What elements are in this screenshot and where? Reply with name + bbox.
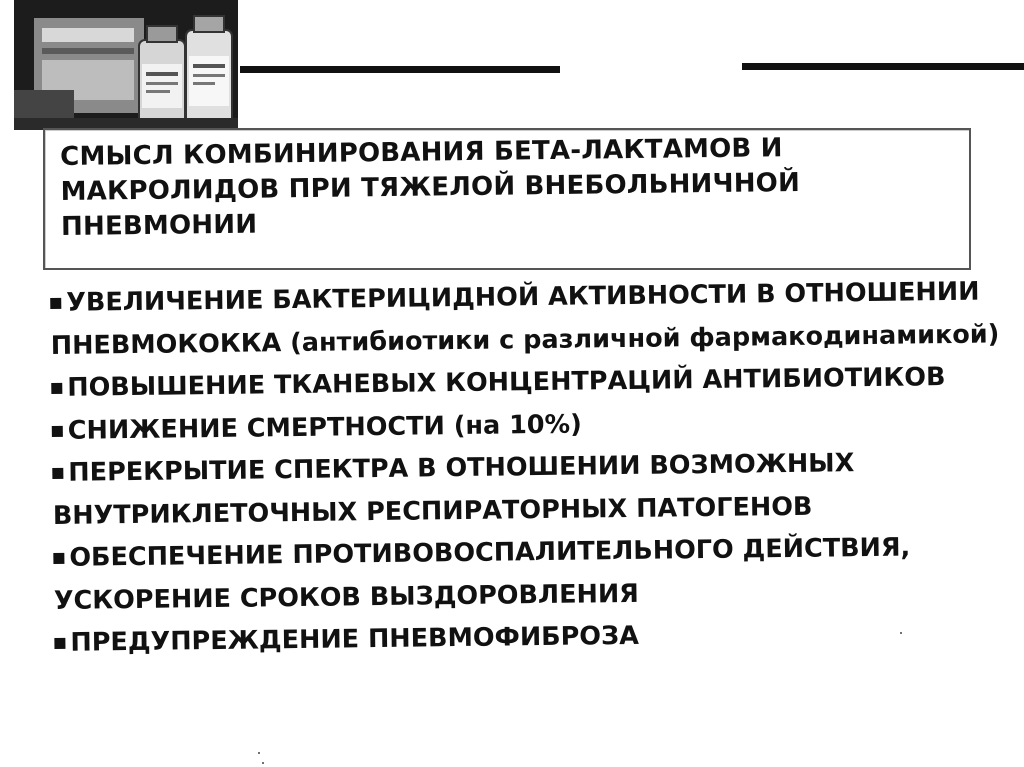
bullet-line-2: ВНУТРИКЛЕТОЧНЫХ РЕСПИРАТОРНЫХ ПАТОГЕНОВ: [52, 491, 813, 531]
medicine-vials-image: [14, 0, 238, 130]
bullet-line-1: УВЕЛИЧЕНИЕ БАКТЕРИЦИДНОЙ АКТИВНОСТИ В ОТНОШЕНИИ: [66, 276, 980, 318]
scan-speck: [900, 632, 902, 634]
square-bullet-icon: [53, 553, 64, 564]
square-bullet-icon: [51, 383, 62, 394]
bullet-line-1: ПОВЫШЕНИЕ ТКАНЕВЫХ КОНЦЕНТРАЦИЙ АНТИБИОТИКОВ: [67, 362, 946, 403]
slide-title: СМЫСЛ КОМБИНИРОВАНИЯ БЕТА-ЛАКТАМОВ И МАКРОЛИДОВ ПРИ ТЯЖЕЛОЙ ВНЕБОЛЬНИЧНОЙ ПНЕВМОНИИ: [60, 133, 801, 242]
header-rule-right: [742, 63, 1024, 70]
bullet-line-1: ПРЕДУПРЕЖДЕНИЕ ПНЕВМОФИБРОЗА: [70, 620, 640, 658]
square-bullet-icon: [52, 425, 63, 436]
bullet-line-1: ПЕРЕКРЫТИЕ СПЕКТРА В ОТНОШЕНИИ ВОЗМОЖНЫХ: [68, 448, 855, 488]
square-bullet-icon: [52, 468, 63, 479]
bullet-line-1: СНИЖЕНИЕ СМЕРТНОСТИ (на 10%): [67, 409, 582, 446]
list-item: [53, 525, 1019, 622]
list-item: [52, 440, 1018, 537]
list-item: [50, 270, 1016, 367]
bullet-line-2: УСКОРЕНИЕ СРОКОВ ВЫЗДОРОВЛЕНИЯ: [53, 578, 640, 616]
bullet-line-1: ОБЕСПЕЧЕНИЕ ПРОТИВОВОСПАЛИТЕЛЬНОГО ДЕЙСТВИЯ,: [69, 532, 911, 573]
square-bullet-icon: [50, 298, 61, 309]
header-rule-left: [240, 66, 560, 73]
bullet-list: [50, 270, 1020, 664]
bullet-line-2: ПНЕВМОКОККА (антибиотики с различной фармакодинамикой): [50, 318, 1000, 361]
scan-speck: [258, 752, 260, 754]
square-bullet-icon: [54, 638, 65, 649]
scan-speck: [262, 762, 264, 764]
